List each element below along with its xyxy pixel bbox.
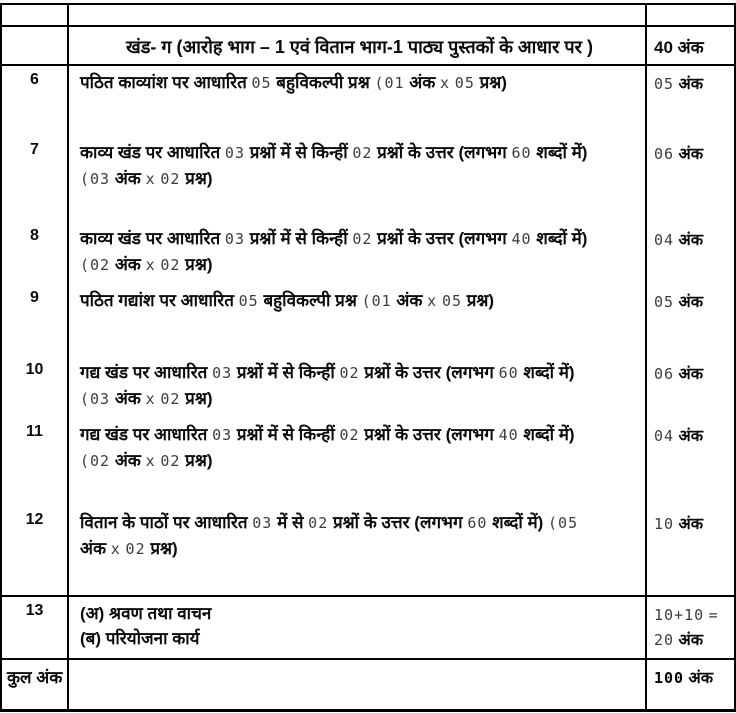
- section-title: खंड- ग (आरोह भाग – 1 एवं वितान भाग-1 पाठ्य पुस्तकों के आधार पर ): [69, 27, 647, 64]
- table-row: [2, 418, 734, 506]
- row-marks: 05 अंक: [654, 293, 704, 311]
- table-row-empty: [2, 5, 734, 25]
- description-line: काव्य खंड पर आधारित 03 प्रश्नों में से किन्हीं 02 प्रश्नों के उत्तर (लगभग 40 शब्दों में): [80, 229, 588, 248]
- description-line: (02 अंक x 02 प्रश्न): [80, 255, 213, 274]
- row-number: 6: [2, 66, 69, 136]
- description-line: पठित काव्यांश पर आधारित 05 बहुविकल्पी प्रश्न (01 अंक x 05 प्रश्न): [80, 73, 507, 92]
- row-marks: 10 अंक: [654, 515, 704, 533]
- row-description: [69, 222, 647, 284]
- table-row: [2, 136, 734, 222]
- row-number: 11: [2, 418, 69, 506]
- row-number: 8: [2, 222, 69, 284]
- marks-distribution-table: [0, 3, 736, 712]
- row-number: 13: [2, 597, 69, 658]
- total-label: कुल अंक: [2, 660, 69, 709]
- section-total-marks: 40 अंक: [654, 38, 704, 57]
- description-line: पठित गद्यांश पर आधारित 05 बहुविकल्पी प्रश्न (01 अंक x 05 प्रश्न): [80, 291, 495, 310]
- total-row: [2, 658, 734, 709]
- row-marks: 06 अंक: [654, 145, 704, 163]
- empty-marks-cell: [647, 5, 734, 25]
- row-description: [69, 418, 647, 506]
- table-row: [2, 284, 734, 356]
- description-line: (03 अंक x 02 प्रश्न): [80, 389, 213, 408]
- row-number: 7: [2, 136, 69, 222]
- description-line: (ब) परियोजना कार्य: [80, 629, 200, 648]
- table-row: [2, 356, 734, 418]
- description-line: काव्य खंड पर आधारित 03 प्रश्नों में से किन्हीं 02 प्रश्नों के उत्तर (लगभग 60 शब्दों में): [80, 143, 588, 162]
- row-description: [69, 506, 647, 595]
- table-row: [2, 595, 734, 658]
- row-marks: 05 अंक: [654, 75, 704, 93]
- header-number-cell: [2, 27, 69, 64]
- table-row: [2, 222, 734, 284]
- row-description: [69, 356, 647, 418]
- row-marks: 04 अंक: [654, 231, 704, 249]
- row-description: [69, 284, 647, 356]
- row-marks: 06 अंक: [654, 365, 704, 383]
- row-number: 9: [2, 284, 69, 356]
- section-header-row: [2, 25, 734, 66]
- row-number: 12: [2, 506, 69, 595]
- table-row: [2, 506, 734, 595]
- row-marks: 04 अंक: [654, 427, 704, 445]
- description-line: अंक x 02 प्रश्न): [80, 539, 178, 558]
- description-line: वितान के पाठों पर आधारित 03 में से 02 प्रश्नों के उत्तर (लगभग 60 शब्दों में) (05: [80, 513, 579, 532]
- table-row: [2, 66, 734, 136]
- empty-description-cell: [69, 5, 647, 25]
- description-line: (02 अंक x 02 प्रश्न): [80, 451, 213, 470]
- empty-number-cell: [2, 5, 69, 25]
- row-description: [69, 136, 647, 222]
- description-line: गद्य खंड पर आधारित 03 प्रश्नों में से किन्हीं 02 प्रश्नों के उत्तर (लगभग 40 शब्दों में): [80, 425, 575, 444]
- row-description: [69, 66, 647, 136]
- total-description-cell: [69, 660, 647, 709]
- row-number: 10: [2, 356, 69, 418]
- description-line: (03 अंक x 02 प्रश्न): [80, 169, 213, 188]
- row-marks: 10+10 = 20 अंक: [654, 606, 719, 649]
- row-description: [69, 597, 647, 658]
- description-line: (अ) श्रवण तथा वाचन: [80, 604, 212, 623]
- description-line: गद्य खंड पर आधारित 03 प्रश्नों में से किन्हीं 02 प्रश्नों के उत्तर (लगभग 60 शब्दों में): [80, 363, 575, 382]
- total-marks: 100 अंक: [654, 669, 714, 687]
